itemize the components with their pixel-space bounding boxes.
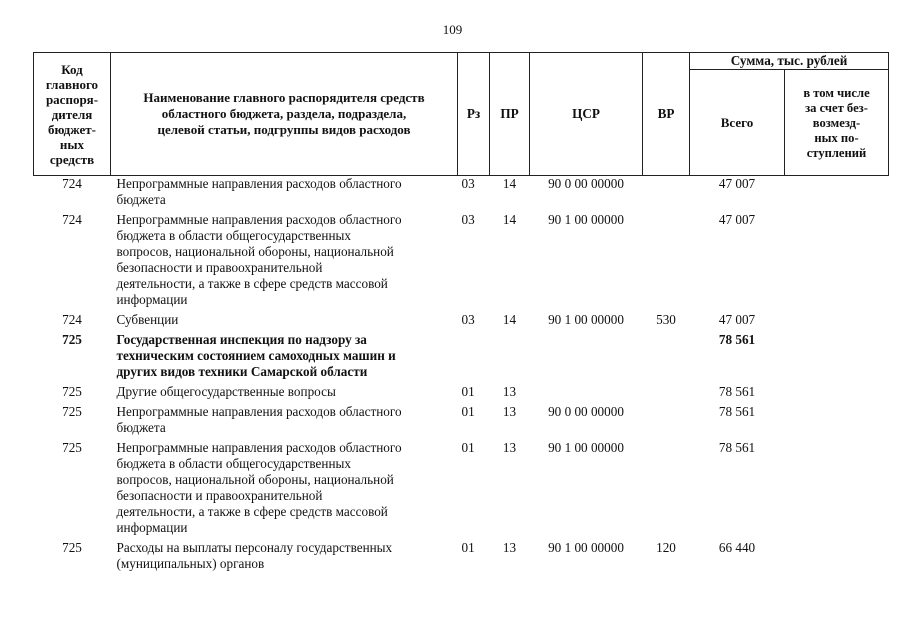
cell-pr — [490, 328, 530, 380]
cell-name-line: информации — [116, 520, 188, 535]
cell-name-line: деятельности, а также в сфере средств массовой — [116, 504, 388, 519]
cell-total: 78 561 — [718, 404, 756, 419]
cell-pr: 13 — [502, 440, 517, 455]
cell-rz: 03 — [461, 312, 475, 327]
cell-total: 78 561 — [718, 332, 756, 347]
cell-name — [111, 176, 458, 209]
cell-name-line: вопросов, национальной обороны, национальной — [116, 244, 394, 259]
cell-rz: 01 — [461, 384, 475, 399]
cell-rz: 03 — [461, 212, 475, 227]
cell-name-line: бюджета в области общегосударственных — [116, 228, 351, 243]
cell-name-line: Государственная инспекция по надзору за — [116, 332, 367, 347]
cell-csr — [530, 380, 643, 400]
cell-code: 724 — [62, 212, 82, 227]
cell-code: 725 — [62, 404, 82, 419]
table-row — [34, 400, 889, 436]
cell-name — [111, 328, 458, 380]
page-number: 109 — [442, 22, 463, 37]
cell-incl — [785, 400, 889, 436]
cell-vr — [643, 400, 690, 436]
cell-incl — [785, 536, 889, 572]
table-row — [34, 308, 889, 328]
cell-csr: 90 1 00 00000 — [548, 212, 624, 227]
header-incl: в том числе за счет без- возмезд- ных по- ступлений — [785, 70, 889, 176]
cell-csr: 90 0 00 00000 — [548, 404, 624, 419]
cell-pr: 13 — [502, 404, 517, 419]
header-sum: Сумма, тыс. рублей — [690, 53, 889, 70]
budget-table — [33, 52, 889, 572]
cell-code: 725 — [62, 540, 82, 555]
cell-csr: 90 1 00 00000 — [548, 440, 624, 455]
header-rz: Рз — [458, 53, 490, 176]
cell-name — [111, 400, 458, 436]
cell-total: 47 007 — [718, 212, 756, 227]
cell-name — [111, 308, 458, 328]
cell-csr: 90 1 00 00000 — [548, 312, 624, 327]
header-csr: ЦСР — [530, 53, 643, 176]
table-header — [34, 53, 889, 176]
cell-rz: 03 — [461, 176, 475, 191]
cell-vr: 530 — [656, 312, 676, 327]
cell-name-line: Расходы на выплаты персоналу государственных — [116, 540, 393, 555]
cell-incl — [785, 328, 889, 380]
cell-code: 725 — [62, 332, 82, 347]
cell-name-line: бюджета — [116, 420, 166, 435]
table-row — [34, 536, 889, 572]
table-row — [34, 208, 889, 308]
cell-name-line: безопасности и правоохранительной — [116, 260, 323, 275]
cell-name — [111, 208, 458, 308]
header-code: Код главного распоря- дителя бюджет- ных средств — [34, 53, 111, 176]
cell-pr: 13 — [502, 540, 517, 555]
cell-total: 66 440 — [718, 540, 756, 555]
cell-name-line: Непрограммные направления расходов областного — [116, 440, 402, 455]
cell-code: 724 — [62, 176, 82, 191]
cell-incl — [785, 176, 889, 209]
table-row — [34, 176, 889, 209]
cell-name-line: бюджета в области общегосударственных — [116, 456, 351, 471]
cell-total: 78 561 — [718, 440, 756, 455]
cell-vr — [643, 380, 690, 400]
cell-pr: 14 — [502, 176, 517, 191]
cell-name-line: Другие общегосударственные вопросы — [116, 384, 336, 399]
cell-name — [111, 436, 458, 536]
table-body — [34, 176, 889, 573]
table-row — [34, 328, 889, 380]
cell-name — [111, 380, 458, 400]
cell-vr — [643, 328, 690, 380]
header-vr: ВР — [643, 53, 690, 176]
cell-name-line: Непрограммные направления расходов областного — [116, 212, 402, 227]
header-pr: ПР — [490, 53, 530, 176]
cell-total: 78 561 — [718, 384, 756, 399]
cell-name-line: техническим состоянием самоходных машин и — [116, 348, 396, 363]
cell-csr: 90 1 00 00000 — [548, 540, 624, 555]
cell-rz: 01 — [461, 440, 475, 455]
cell-name-line: бюджета — [116, 192, 166, 207]
cell-rz: 01 — [461, 540, 475, 555]
cell-csr — [530, 328, 643, 380]
cell-name — [111, 536, 458, 572]
cell-vr — [643, 436, 690, 536]
cell-vr — [643, 176, 690, 209]
cell-pr: 14 — [502, 312, 517, 327]
cell-vr — [643, 208, 690, 308]
table-row — [34, 436, 889, 536]
cell-name-line: безопасности и правоохранительной — [116, 488, 323, 503]
cell-name-line: деятельности, а также в сфере средств массовой — [116, 276, 388, 291]
cell-incl — [785, 308, 889, 328]
header-total: Всего — [690, 70, 785, 176]
cell-incl — [785, 436, 889, 536]
cell-name-line: других видов техники Самарской области — [116, 364, 368, 379]
cell-pr: 14 — [502, 212, 517, 227]
cell-incl — [785, 208, 889, 308]
cell-rz: 01 — [461, 404, 475, 419]
cell-name-line: (муниципальных) органов — [116, 556, 265, 571]
cell-name-line: информации — [116, 292, 188, 307]
cell-pr: 13 — [502, 384, 517, 399]
cell-csr: 90 0 00 00000 — [548, 176, 624, 191]
header-name: Наименование главного распорядителя средств областного бюджета, раздела, подраздела, целевой статьи, подгруппы видов расходов — [111, 53, 458, 176]
cell-name-line: Непрограммные направления расходов областного — [116, 176, 402, 191]
cell-total: 47 007 — [718, 176, 756, 191]
table-row — [34, 380, 889, 400]
cell-total: 47 007 — [718, 312, 756, 327]
cell-name-line: вопросов, национальной обороны, национальной — [116, 472, 394, 487]
cell-name-line: Субвенции — [116, 312, 179, 327]
cell-code: 724 — [62, 312, 82, 327]
cell-rz — [458, 328, 490, 380]
cell-code: 725 — [62, 384, 82, 399]
cell-code: 725 — [62, 440, 82, 455]
cell-name-line: Непрограммные направления расходов областного — [116, 404, 402, 419]
cell-vr: 120 — [656, 540, 676, 555]
cell-incl — [785, 380, 889, 400]
